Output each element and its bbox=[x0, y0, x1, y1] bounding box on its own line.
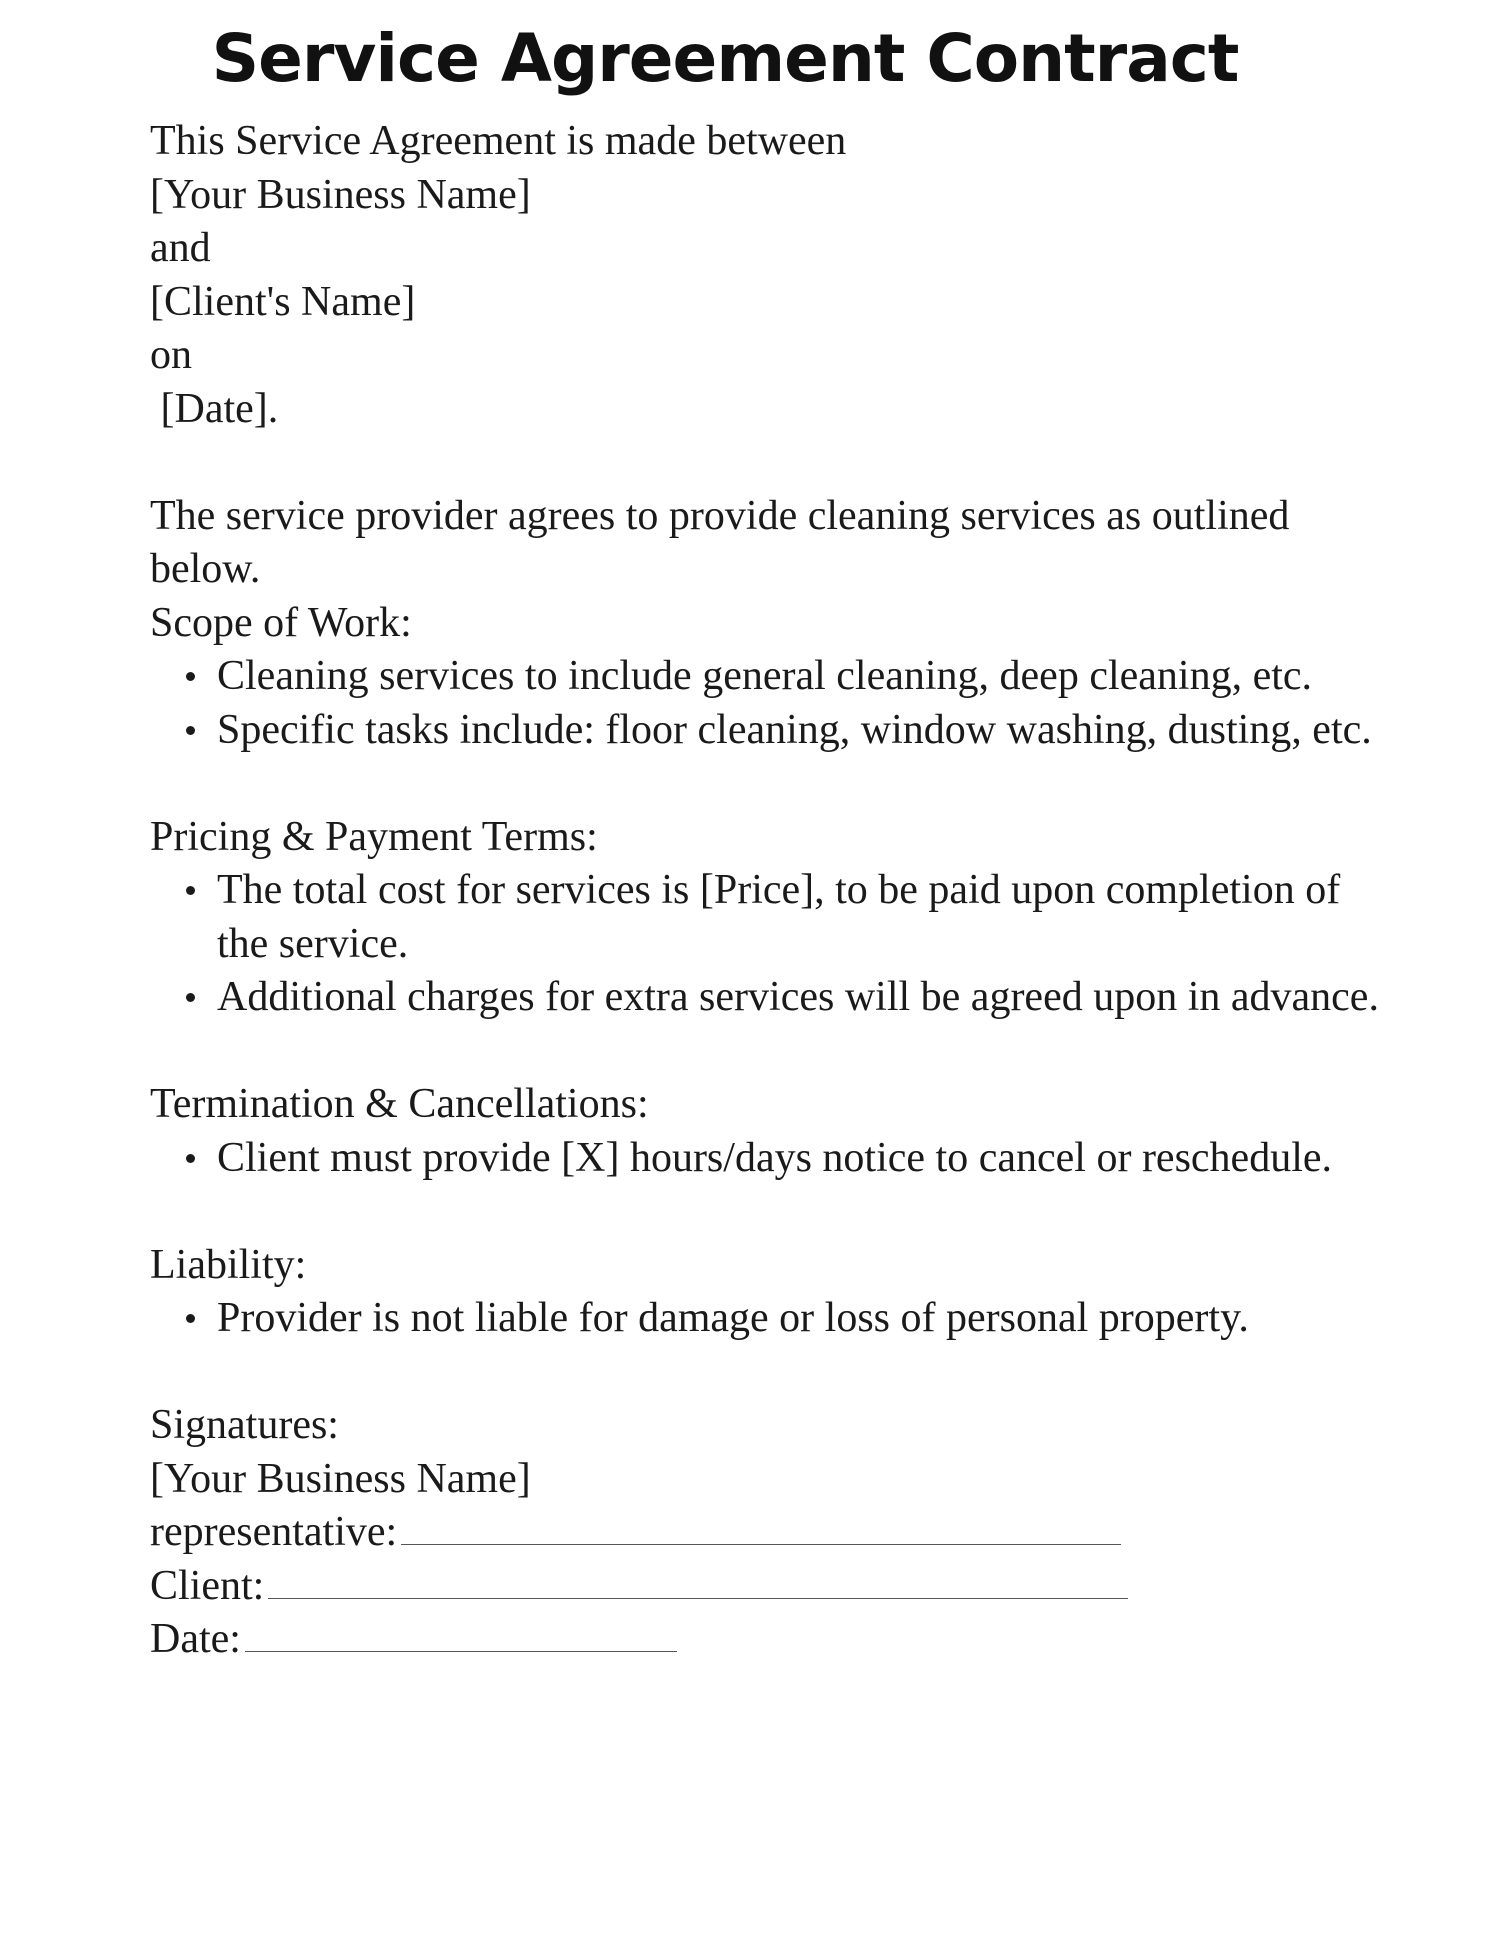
pricing-item-text: Additional charges for extra services will be agreed upon in advance. bbox=[217, 974, 1379, 1020]
bullet-icon bbox=[186, 726, 195, 735]
bullet-icon bbox=[186, 993, 195, 1002]
list-item bbox=[217, 1132, 1380, 1186]
liability-heading: Liability: bbox=[150, 1241, 307, 1288]
spacer bbox=[150, 757, 1380, 811]
intro-line: This Service Agreement is made between bbox=[150, 118, 847, 164]
date-signature-line[interactable] bbox=[245, 1613, 677, 1652]
client-label: Client: bbox=[150, 1562, 265, 1609]
client-name-placeholder: [Client's Name] bbox=[150, 278, 416, 325]
bullet-icon bbox=[186, 672, 195, 681]
business-name-placeholder: [Your Business Name] bbox=[150, 171, 531, 218]
date-placeholder: [Date]. bbox=[150, 385, 279, 432]
date-label: Date: bbox=[150, 1616, 241, 1662]
bullet-icon bbox=[186, 886, 195, 895]
representative-signature-line[interactable] bbox=[401, 1506, 1121, 1545]
spacer bbox=[150, 436, 1380, 490]
contract-body bbox=[150, 115, 1380, 1667]
termination-item-text: Client must provide [X] hours/days notice to cancel or reschedule. bbox=[217, 1134, 1333, 1181]
intro-on: on bbox=[150, 332, 192, 378]
scope-heading: Scope of Work: bbox=[150, 599, 412, 646]
scope-item-text: Specific tasks include: floor cleaning, window washing, dusting, etc. bbox=[217, 706, 1372, 753]
list-item bbox=[217, 971, 1380, 1025]
list-item bbox=[217, 650, 1380, 704]
scope-list bbox=[150, 650, 1380, 757]
provider-statement: The service provider agrees to provide cleaning services as outlined below. bbox=[150, 492, 1290, 592]
list-item bbox=[217, 704, 1380, 758]
spacer bbox=[150, 1025, 1380, 1079]
intro-and: and bbox=[150, 225, 211, 271]
client-signature-line[interactable] bbox=[268, 1560, 1128, 1599]
liability-item-text: Provider is not liable for damage or loss of personal property. bbox=[217, 1295, 1249, 1341]
representative-label: representative: bbox=[150, 1509, 398, 1555]
client-signature-row bbox=[150, 1560, 1380, 1614]
list-item bbox=[217, 1292, 1380, 1346]
bullet-icon bbox=[186, 1314, 195, 1323]
termination-heading: Termination & Cancellations: bbox=[150, 1081, 649, 1127]
list-item bbox=[217, 864, 1380, 971]
document-title: Service Agreement Contract bbox=[211, 20, 1239, 97]
termination-list bbox=[150, 1132, 1380, 1186]
scope-item-text: Cleaning services to include general cleaning, deep cleaning, etc. bbox=[217, 653, 1313, 699]
pricing-heading: Pricing & Payment Terms: bbox=[150, 813, 598, 860]
spacer bbox=[150, 1346, 1380, 1400]
representative-signature-row bbox=[150, 1506, 1380, 1560]
spacer bbox=[150, 1185, 1380, 1239]
signature-business-name: [Your Business Name] bbox=[150, 1455, 531, 1502]
bullet-icon bbox=[186, 1154, 195, 1163]
signatures-heading: Signatures: bbox=[150, 1402, 339, 1448]
date-signature-row bbox=[150, 1613, 1380, 1667]
pricing-item-text: The total cost for services is [Price], to be paid upon completion of the service. bbox=[217, 867, 1341, 967]
pricing-list bbox=[150, 864, 1380, 1025]
liability-list bbox=[150, 1292, 1380, 1346]
